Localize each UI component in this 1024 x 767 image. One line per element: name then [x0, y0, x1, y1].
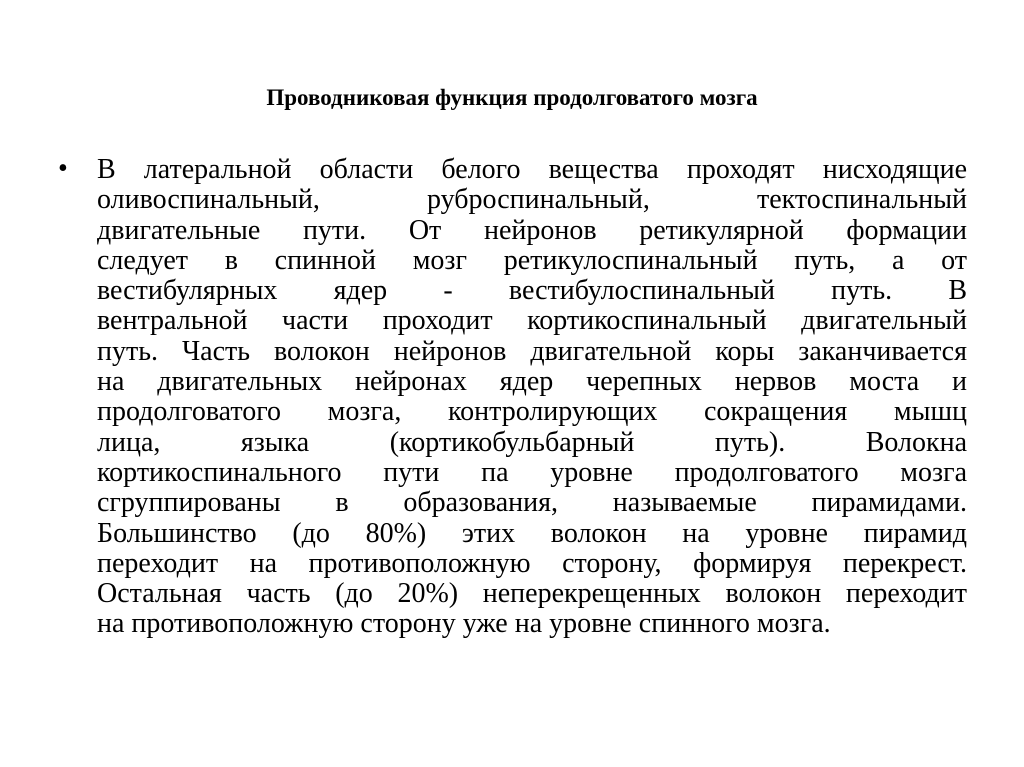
paragraph-line: сгруппированы в образования, называемые пирамидами. [97, 487, 967, 519]
paragraph-line: переходит на противоположную сторону, формируя перекрест. [97, 547, 967, 579]
bullet-icon: • [58, 153, 68, 184]
paragraph-line: Остальная часть (до 20%) неперекрещенных волокон переходит [97, 578, 967, 610]
paragraph-line: оливоспинальный, руброспинальный, тектоспинальный [97, 184, 967, 216]
paragraph-line: путь. Часть волокон нейронов двигательной коры заканчивается [97, 335, 967, 367]
paragraph-line: на двигательных нейронах ядер черепных нервов моста и [97, 366, 967, 398]
paragraph-line: на противоположную сторону уже на уровне спинного мозга. [97, 608, 831, 640]
paragraph-line: двигательные пути. От нейронов ретикулярной формации [97, 214, 967, 246]
paragraph-line: Большинство (до 80%) этих волокон на уровне пирамид [97, 517, 967, 549]
paragraph-line: вестибулярных ядер - вестибулоспинальный путь. В [97, 275, 967, 307]
paragraph-line: следует в спинной мозг ретикулоспинальный путь, а от [97, 244, 967, 276]
paragraph-line: продолговатого мозга, контролирующих сокращения мышц [97, 396, 967, 428]
paragraph-line: В латеральной области белого вещества проходят нисходящие [97, 154, 967, 185]
paragraph-line: кортикоспинального пути па уровне продолговатого мозга [97, 456, 967, 488]
bullet-paragraph [97, 155, 967, 640]
paragraph-line: вентральной части проходит кортикоспинальный двигательный [97, 305, 967, 337]
paragraph-line: лица, языка (кортикобульбарный путь). Волокна [97, 426, 967, 458]
slide-title: Проводниковая функция продолговатого мозга [266, 85, 758, 110]
